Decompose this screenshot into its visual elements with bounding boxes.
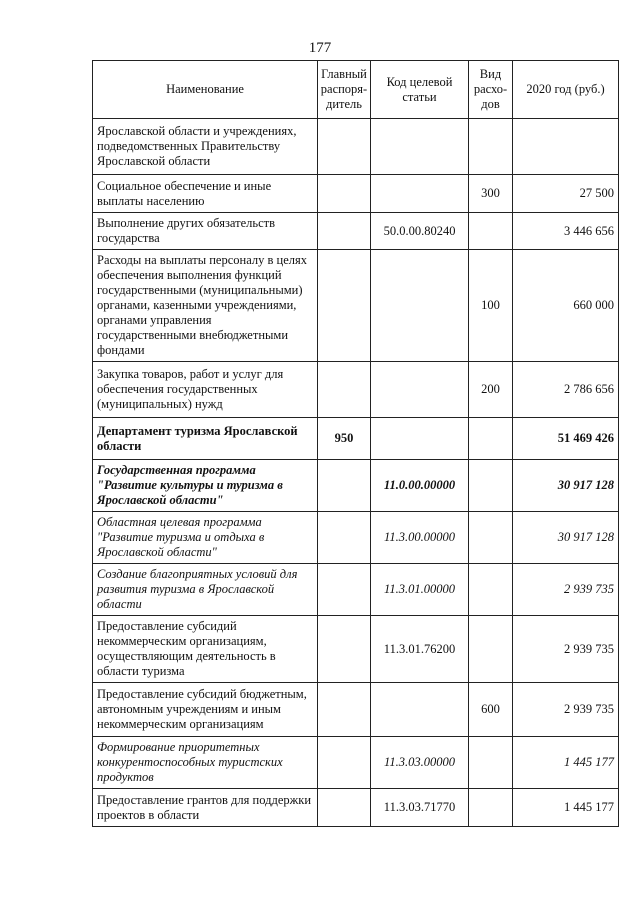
row-name-cell: Социальное обеспечение и иные выплаты населению [93, 175, 318, 213]
row-code-cell [371, 119, 469, 175]
row-amount-cell: 2 786 656 [513, 362, 619, 418]
row-name-cell: Предоставление субсидий некоммерческим организациям, осуществляющим деятельность в области туризма [93, 616, 318, 683]
row-name-cell: Ярославской области и учреждениях, подведомственных Правительству Ярославской области [93, 119, 318, 175]
header-amount: 2020 год (руб.) [513, 61, 619, 119]
row-amount-cell [513, 119, 619, 175]
row-admin-cell [318, 789, 371, 827]
row-code-cell [371, 175, 469, 213]
row-name-cell: Формирование приоритетных конкурентоспособных туристских продуктов [93, 737, 318, 789]
row-type-cell: 300 [469, 175, 513, 213]
row-code-cell: 11.3.03.71770 [371, 789, 469, 827]
row-type-cell [469, 789, 513, 827]
table-row [93, 789, 619, 827]
row-type-cell [469, 512, 513, 564]
header-type: Вид расхо-дов [469, 61, 513, 119]
row-name-cell: Закупка товаров, работ и услуг для обеспечения государственных (муниципальных) нужд [93, 362, 318, 418]
row-code-cell [371, 683, 469, 737]
row-amount-cell: 2 939 735 [513, 616, 619, 683]
row-amount-cell: 660 000 [513, 250, 619, 362]
table-header-row [93, 61, 619, 119]
row-admin-cell [318, 119, 371, 175]
row-name-cell: Расходы на выплаты персоналу в целях обеспечения выполнения функций государственными (муниципальными) органами, казенными учреждениями, органами управления государственными внебюджетными фондами [93, 250, 318, 362]
row-amount-cell: 30 917 128 [513, 512, 619, 564]
row-type-cell: 600 [469, 683, 513, 737]
budget-table [92, 60, 619, 827]
table-row [93, 737, 619, 789]
row-admin-cell [318, 683, 371, 737]
row-type-cell [469, 213, 513, 250]
row-admin-cell [318, 737, 371, 789]
row-admin-cell: 950 [318, 418, 371, 460]
table-row [93, 512, 619, 564]
row-amount-cell: 1 445 177 [513, 737, 619, 789]
table-row [93, 362, 619, 418]
row-code-cell: 11.3.00.00000 [371, 512, 469, 564]
row-name-cell: Создание благоприятных условий для развития туризма в Ярославской области [93, 564, 318, 616]
header-code: Код целевой статьи [371, 61, 469, 119]
row-code-cell: 11.3.01.76200 [371, 616, 469, 683]
row-amount-cell: 30 917 128 [513, 460, 619, 512]
table-row [93, 213, 619, 250]
row-name-cell: Предоставление субсидий бюджетным, автономным учреждениям и иным некоммерческим организациям [93, 683, 318, 737]
page-number: 177 [308, 40, 332, 56]
row-admin-cell [318, 564, 371, 616]
row-code-cell [371, 250, 469, 362]
header-admin: Главный распоря-дитель [318, 61, 371, 119]
row-code-cell: 11.0.00.00000 [371, 460, 469, 512]
row-type-cell: 100 [469, 250, 513, 362]
row-admin-cell [318, 362, 371, 418]
row-name-cell: Областная целевая программа "Развитие туризма и отдыха в Ярославской области" [93, 512, 318, 564]
row-type-cell [469, 119, 513, 175]
row-amount-cell: 3 446 656 [513, 213, 619, 250]
table-row [93, 250, 619, 362]
row-admin-cell [318, 175, 371, 213]
header-name: Наименование [93, 61, 318, 119]
table-row [93, 616, 619, 683]
table-row [93, 564, 619, 616]
row-admin-cell [318, 512, 371, 564]
row-code-cell [371, 362, 469, 418]
row-type-cell: 200 [469, 362, 513, 418]
row-amount-cell: 2 939 735 [513, 564, 619, 616]
row-name-cell: Выполнение других обязательств государства [93, 213, 318, 250]
row-type-cell [469, 418, 513, 460]
row-name-cell: Государственная программа "Развитие культуры и туризма в Ярославской области" [93, 460, 318, 512]
table-row [93, 119, 619, 175]
row-type-cell [469, 564, 513, 616]
row-amount-cell: 2 939 735 [513, 683, 619, 737]
table-row [93, 175, 619, 213]
row-code-cell: 11.3.03.00000 [371, 737, 469, 789]
row-name-cell: Предоставление грантов для поддержки проектов в области [93, 789, 318, 827]
row-code-cell: 11.3.01.00000 [371, 564, 469, 616]
table-row [93, 418, 619, 460]
row-type-cell [469, 616, 513, 683]
row-amount-cell: 1 445 177 [513, 789, 619, 827]
table-row [93, 460, 619, 512]
table-row [93, 683, 619, 737]
row-type-cell [469, 737, 513, 789]
row-code-cell: 50.0.00.80240 [371, 213, 469, 250]
row-amount-cell: 51 469 426 [513, 418, 619, 460]
row-code-cell [371, 418, 469, 460]
row-admin-cell [318, 213, 371, 250]
row-admin-cell [318, 616, 371, 683]
row-type-cell [469, 460, 513, 512]
row-admin-cell [318, 250, 371, 362]
row-admin-cell [318, 460, 371, 512]
row-amount-cell: 27 500 [513, 175, 619, 213]
row-name-cell: Департамент туризма Ярославской области [93, 418, 318, 460]
